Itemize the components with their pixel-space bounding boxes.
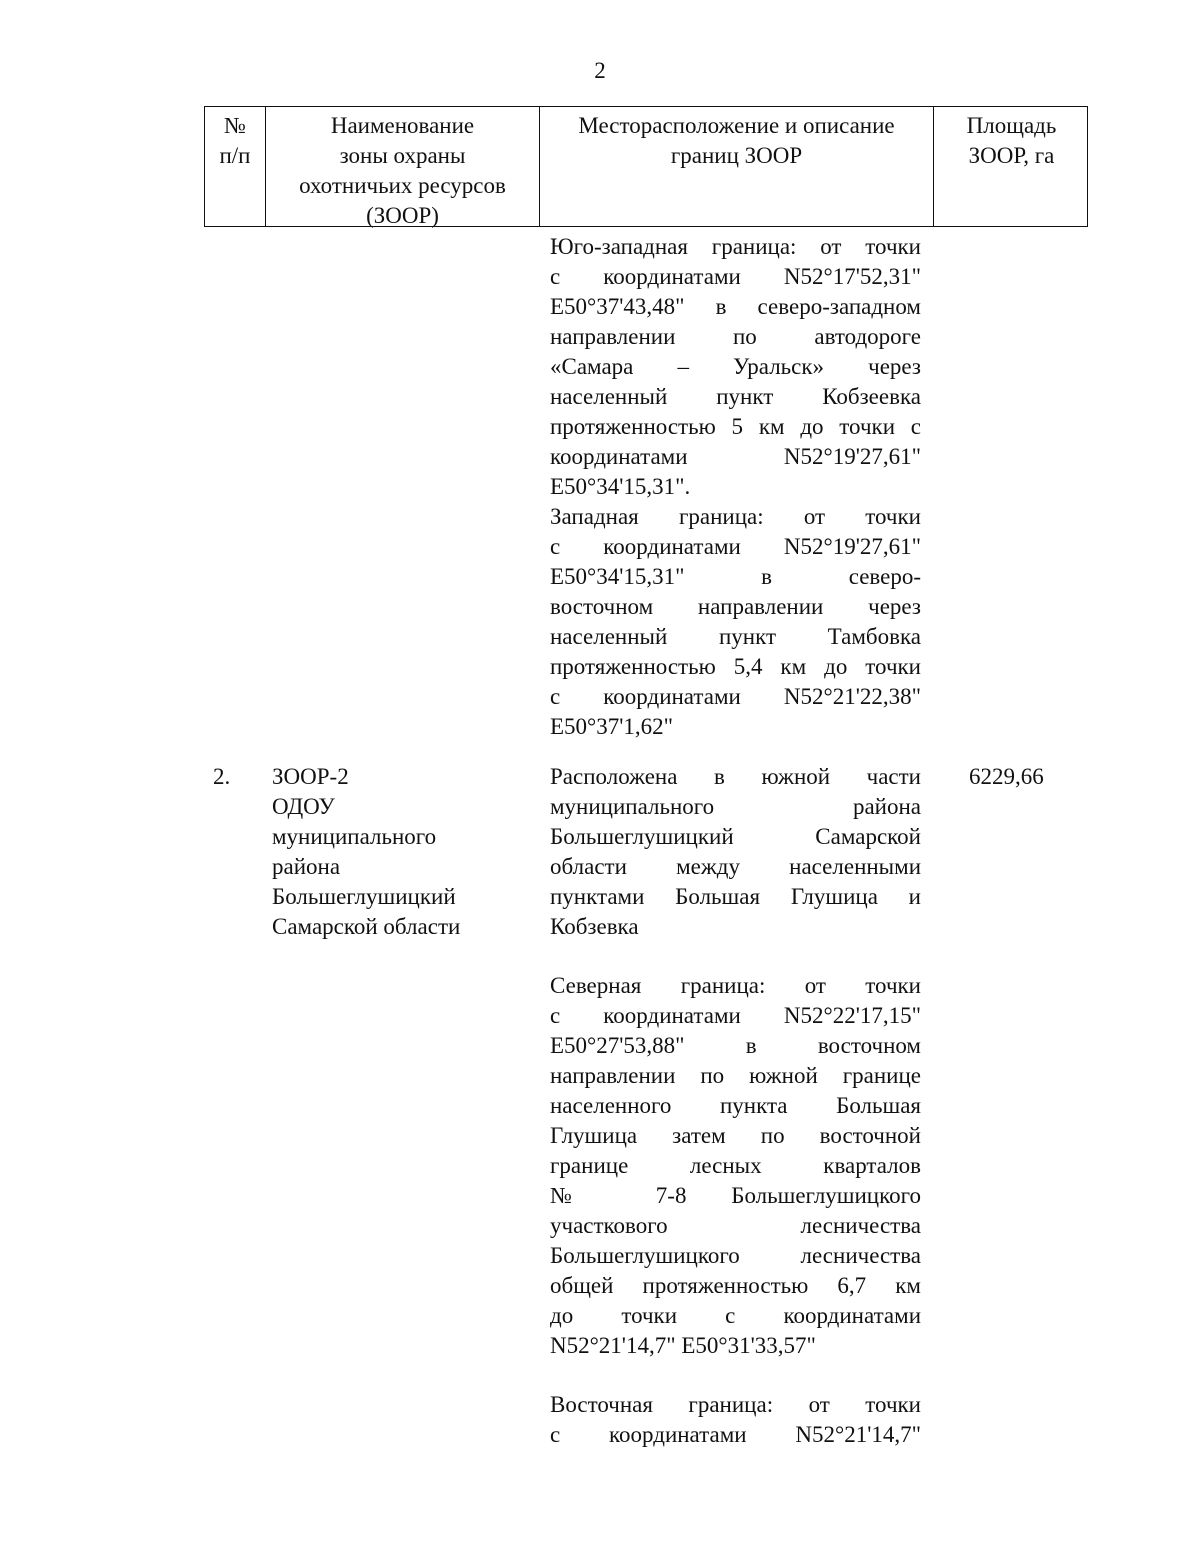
north-boundary <box>550 971 921 1361</box>
row-location-intro <box>550 762 921 942</box>
text-line: Большеглушицкого лесничества <box>550 1243 921 1268</box>
text-line: протяженностью 5 км до точки с <box>550 414 921 439</box>
text-line: с координатами N52°22'17,15" <box>550 1003 921 1028</box>
text-line: E50°34'15,31" в северо- <box>550 564 921 589</box>
text-line: области между населенными <box>550 854 921 879</box>
text-line: населенный пункт Тамбовка <box>550 624 921 649</box>
text-line: N52°21'14,7" E50°31'33,57" <box>550 1333 816 1358</box>
header-area: Площадь ЗООР, га <box>966 113 1057 168</box>
text-line: с координатами N52°17'52,31" <box>550 264 921 289</box>
text-line: с координатами N52°21'14,7" <box>550 1422 921 1447</box>
name-line: Самарской области <box>272 914 461 939</box>
text-line: Западная граница: от точки <box>550 504 921 529</box>
text-line: № 7-8 Большеглушицкого <box>550 1183 921 1208</box>
text-line: E50°34'15,31". <box>550 474 691 499</box>
header-location: Месторасположение и описание границ ЗООР <box>578 113 895 168</box>
text-line: направлении по автодороге <box>550 324 921 349</box>
text-line: с координатами N52°21'22,38" <box>550 684 921 709</box>
name-line: ОДОУ <box>272 794 335 819</box>
text-line: населенный пункт Кобзеевка <box>550 384 921 409</box>
text-line: участкового лесничества <box>550 1213 921 1238</box>
text-line: E50°27'53,88" в восточном <box>550 1033 921 1058</box>
table-header <box>204 106 1088 227</box>
text-line: до точки с координатами <box>550 1303 921 1328</box>
text-line: населенного пункта Большая <box>550 1093 921 1118</box>
text-line: Северная граница: от точки <box>550 973 921 998</box>
text-line: Расположена в южной части <box>550 764 921 789</box>
text-line: Восточная граница: от точки <box>550 1392 921 1417</box>
name-line: муниципального <box>272 824 437 849</box>
text-line: муниципального района <box>550 794 921 819</box>
text-line: направлении по южной границе <box>550 1063 921 1088</box>
text-line: общей протяженностью 6,7 км <box>550 1273 921 1298</box>
page-number: 2 <box>594 58 606 83</box>
text-line: границе лесных кварталов <box>550 1153 921 1178</box>
text-line: «Самара – Уральск» через <box>550 354 921 379</box>
text-line: E50°37'43,48" в северо-западном <box>550 294 921 319</box>
name-line: ЗООР-2 <box>272 764 349 789</box>
text-line: Глушица затем по восточной <box>550 1123 921 1148</box>
text-line: E50°37'1,62" <box>550 714 674 739</box>
text-line: с координатами N52°19'27,61" <box>550 534 921 559</box>
row-zone-name <box>272 762 532 942</box>
text-line: координатами N52°19'27,61" <box>550 444 921 469</box>
header-number: № п/п <box>219 113 251 168</box>
text-line: протяженностью 5,4 км до точки <box>550 654 921 679</box>
text-line: Большеглушицкий Самарской <box>550 824 921 849</box>
continuation-description <box>550 232 921 742</box>
row-area: 6229,66 <box>969 764 1044 789</box>
header-zone-name: Наименование зоны охраны охотничьих ресурсов (ЗООР) <box>299 113 506 228</box>
text-line: Юго-западная граница: от точки <box>550 234 921 259</box>
name-line: Большеглушицкий <box>272 884 456 909</box>
text-line: восточном направлении через <box>550 594 921 619</box>
east-boundary <box>550 1390 921 1450</box>
name-line: района <box>272 854 341 879</box>
text-line: пунктами Большая Глушица и <box>550 884 921 909</box>
text-line: Кобзевка <box>550 914 639 939</box>
row-number: 2. <box>213 764 231 789</box>
